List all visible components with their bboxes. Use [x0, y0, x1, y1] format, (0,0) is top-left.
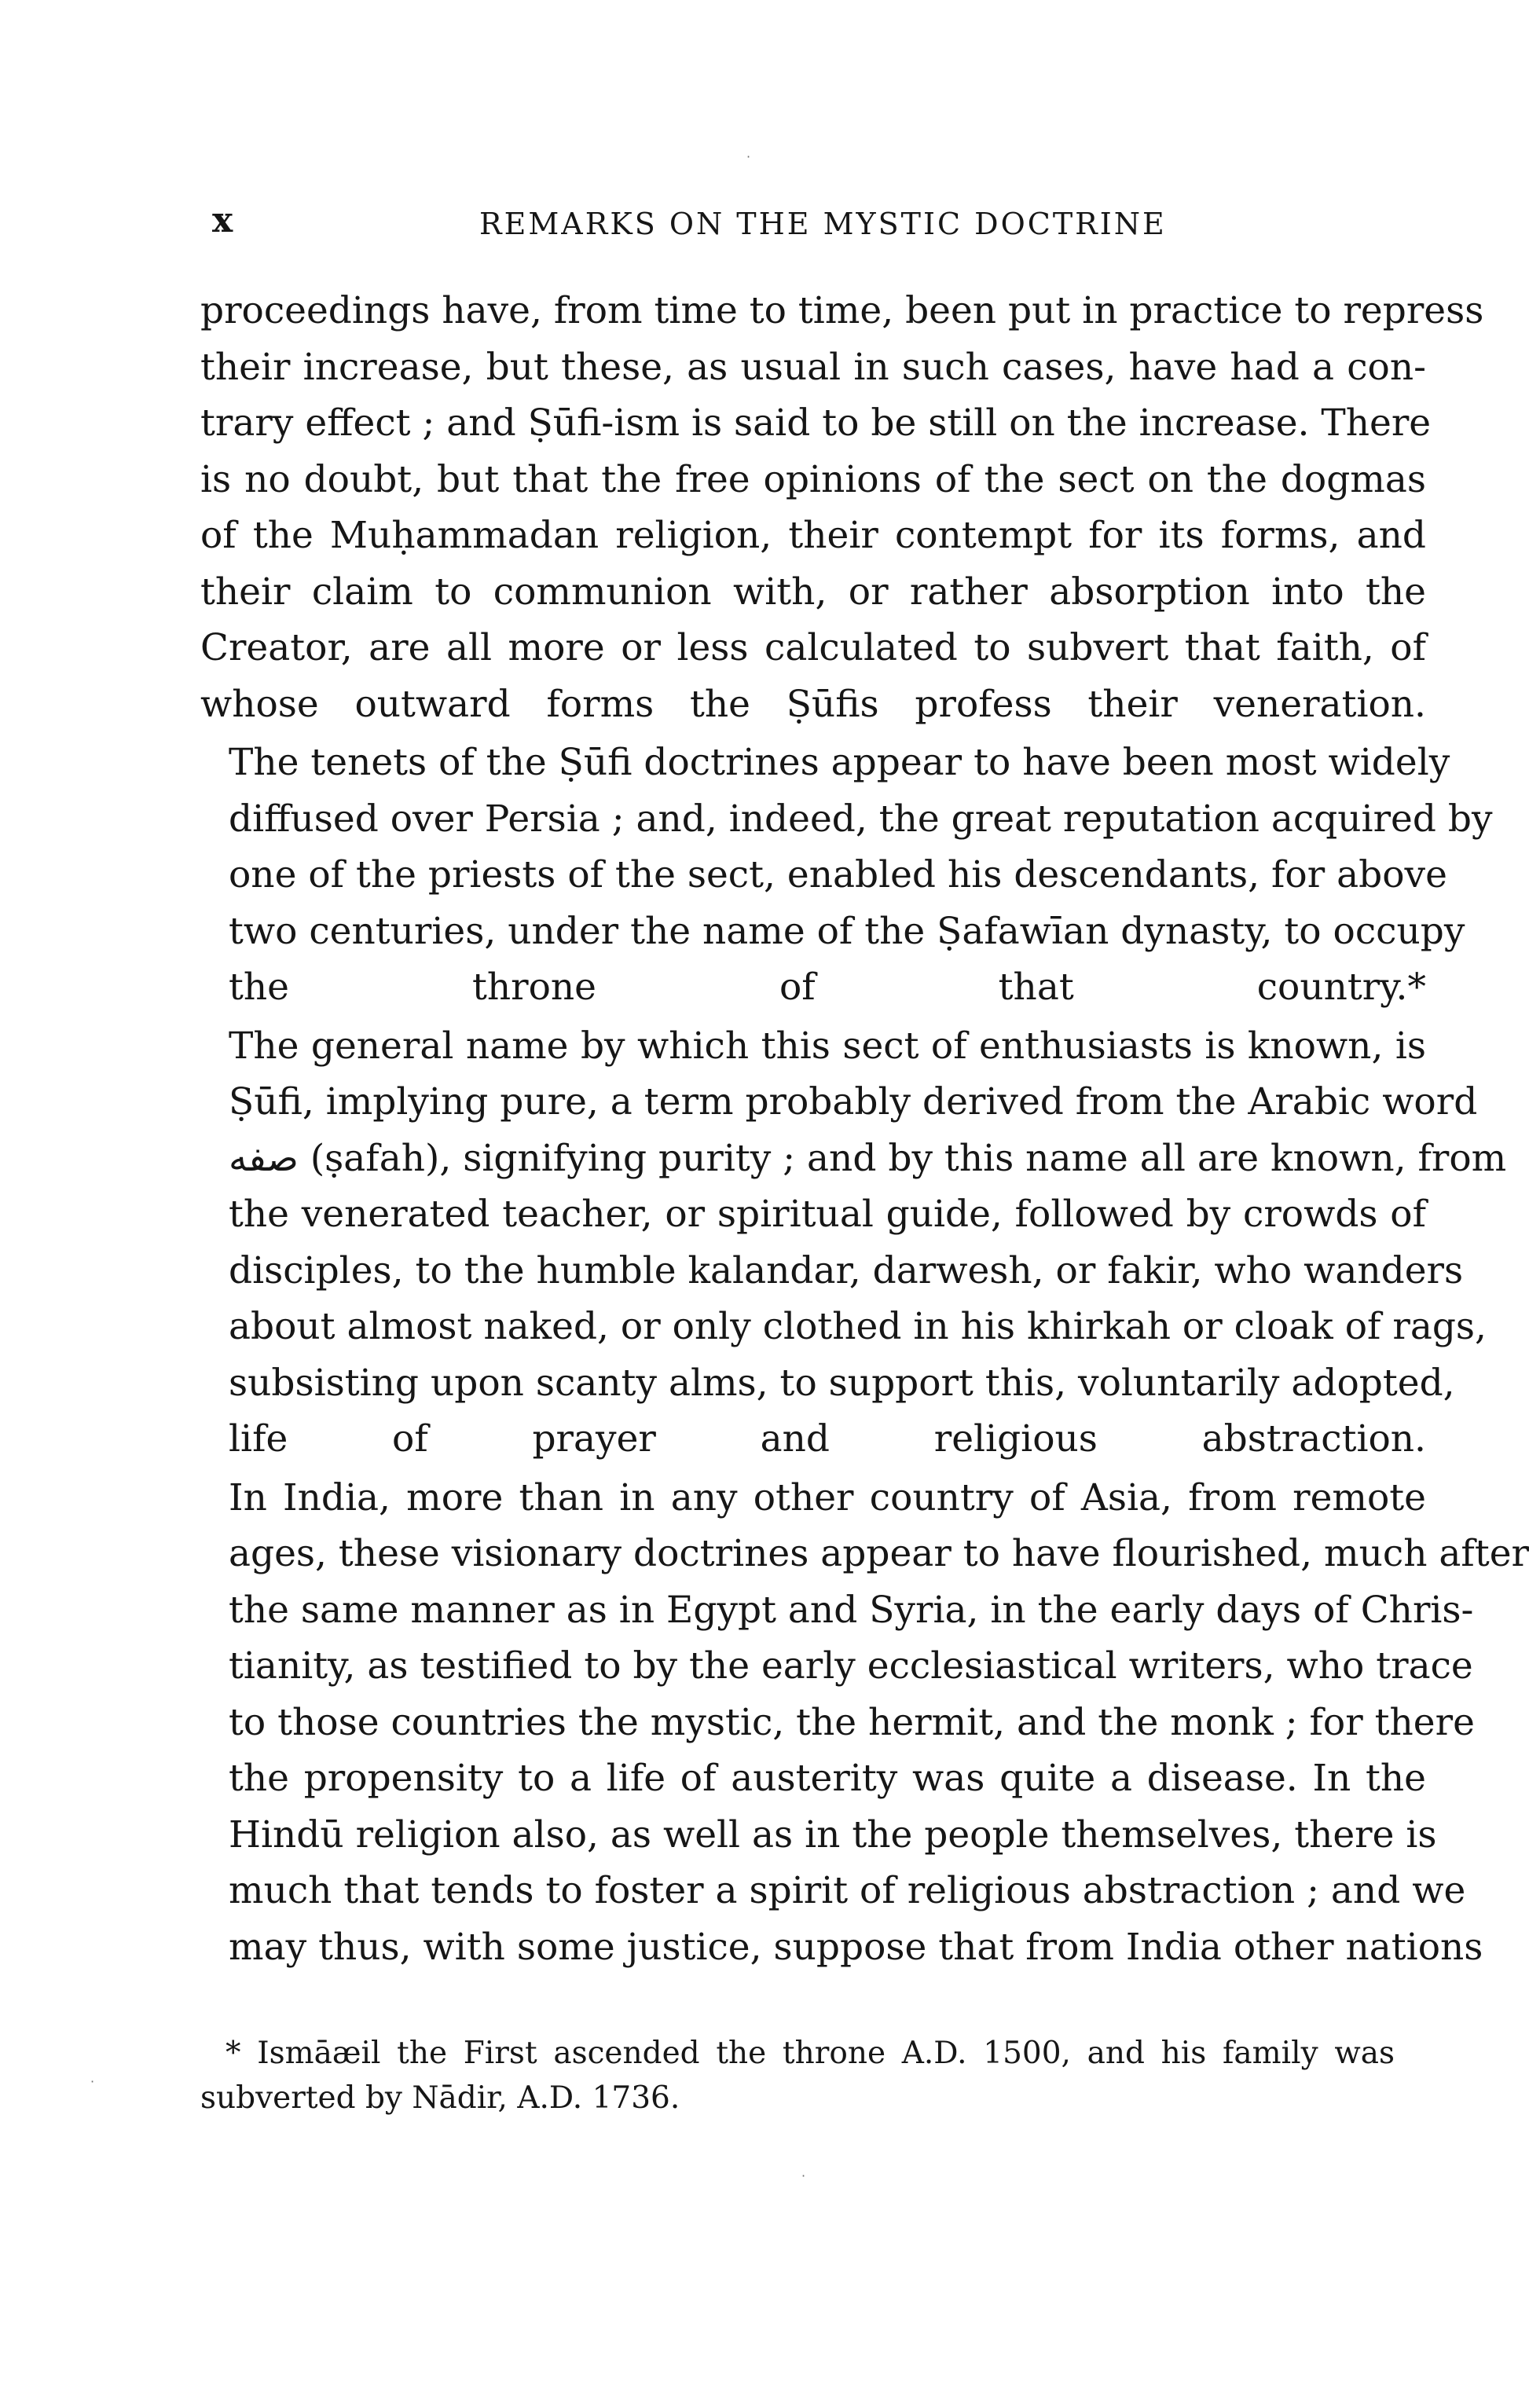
running-head	[212, 200, 1344, 255]
footnote	[200, 2031, 1395, 2120]
text-line: much that tends to foster a spirit of religious abstraction ; and we	[229, 1869, 1466, 1912]
text-line: Ṣūfi, implying pure, a term probably derived from the Arabic word	[229, 1080, 1478, 1123]
text-line: their claim to communion with, or rather absorption into the	[200, 570, 1426, 614]
text-line: their increase, but these, as usual in such cases, have had a con-	[200, 345, 1426, 389]
footnote-line: subverted by Nādir, A.D. 1736.	[200, 2080, 680, 2116]
paragraph-4	[200, 1470, 1529, 1976]
running-title: REMARKS ON THE MYSTIC DOCTRINE	[479, 207, 1167, 241]
text-line: the throne of that country.*	[229, 966, 1426, 1009]
text-line: diffused over Persia ; and, indeed, the great reputation acquired by	[229, 797, 1493, 841]
text-line: one of the priests of the sect, enabled his descendants, for above	[229, 853, 1447, 896]
text-line: In India, more than in any other country of Asia, from remote	[229, 1475, 1426, 1519]
text-line: The general name by which this sect of enthusiasts is known, is	[229, 1024, 1426, 1068]
scan-speck: ·	[801, 2168, 806, 2183]
text-line: trary effect ; and Ṣūfi-ism is said to be still on the increase. There	[200, 401, 1432, 445]
text-line: tianity, as testified to by the early ecclesiastical writers, who trace	[229, 1644, 1473, 1688]
paragraph-2	[200, 735, 1493, 1016]
text-line: the propensity to a life of austerity was quite a disease. In the	[229, 1757, 1426, 1800]
text-line: two centuries, under the name of the Ṣafawīan dynasty, to occupy	[229, 909, 1465, 953]
text-line: whose outward forms the Ṣūfis profess their veneration.	[200, 682, 1426, 726]
text-line: life of prayer and religious abstraction.	[229, 1417, 1426, 1461]
scan-speck: ·	[90, 2074, 95, 2089]
text-line: Creator, are all more or less calculated to subvert that faith, of	[200, 626, 1426, 669]
text-line: is no doubt, but that the free opinions of the sect on the dogmas	[200, 457, 1426, 501]
text-line: The tenets of the Ṣūfi doctrines appear to have been most widely	[229, 741, 1450, 784]
paragraph-1	[200, 283, 1484, 732]
footnote-line: * Ismāæil the First ascended the throne A.D. 1500, and his family was	[226, 2036, 1395, 2071]
text-line: صفه (ṣafah), signifying purity ; and by this name all are known, from	[229, 1136, 1507, 1180]
text-line: subsisting upon scanty alms, to support this, voluntarily adopted,	[229, 1361, 1455, 1405]
text-line: may thus, with some justice, suppose that from India other nations	[229, 1925, 1483, 1969]
text-line: about almost naked, or only clothed in his khirkah or cloak of rags,	[229, 1305, 1487, 1348]
text-line: the venerated teacher, or spiritual guide, followed by crowds of	[229, 1193, 1426, 1236]
text-line: proceedings have, from time to time, been put in practice to repress	[200, 289, 1484, 332]
scan-speck: ·	[746, 149, 751, 164]
text-line: of the Muḥammadan religion, their contempt for its forms, and	[200, 514, 1426, 557]
page-number: x	[212, 200, 234, 240]
text-line: ages, these visionary doctrines appear to have flourished, much after	[229, 1532, 1529, 1575]
text-line: the same manner as in Egypt and Syria, in the early days of Chris-	[229, 1588, 1474, 1632]
paragraph-3	[200, 1018, 1507, 1468]
body-text	[200, 283, 1529, 1975]
text-line: Hindū religion also, as well as in the people themselves, there is	[229, 1812, 1437, 1856]
text-line: to those countries the mystic, the hermit, and the monk ; for there	[229, 1700, 1475, 1744]
text-line: disciples, to the humble kalandar, darwesh, or fakir, who wanders	[229, 1248, 1464, 1292]
